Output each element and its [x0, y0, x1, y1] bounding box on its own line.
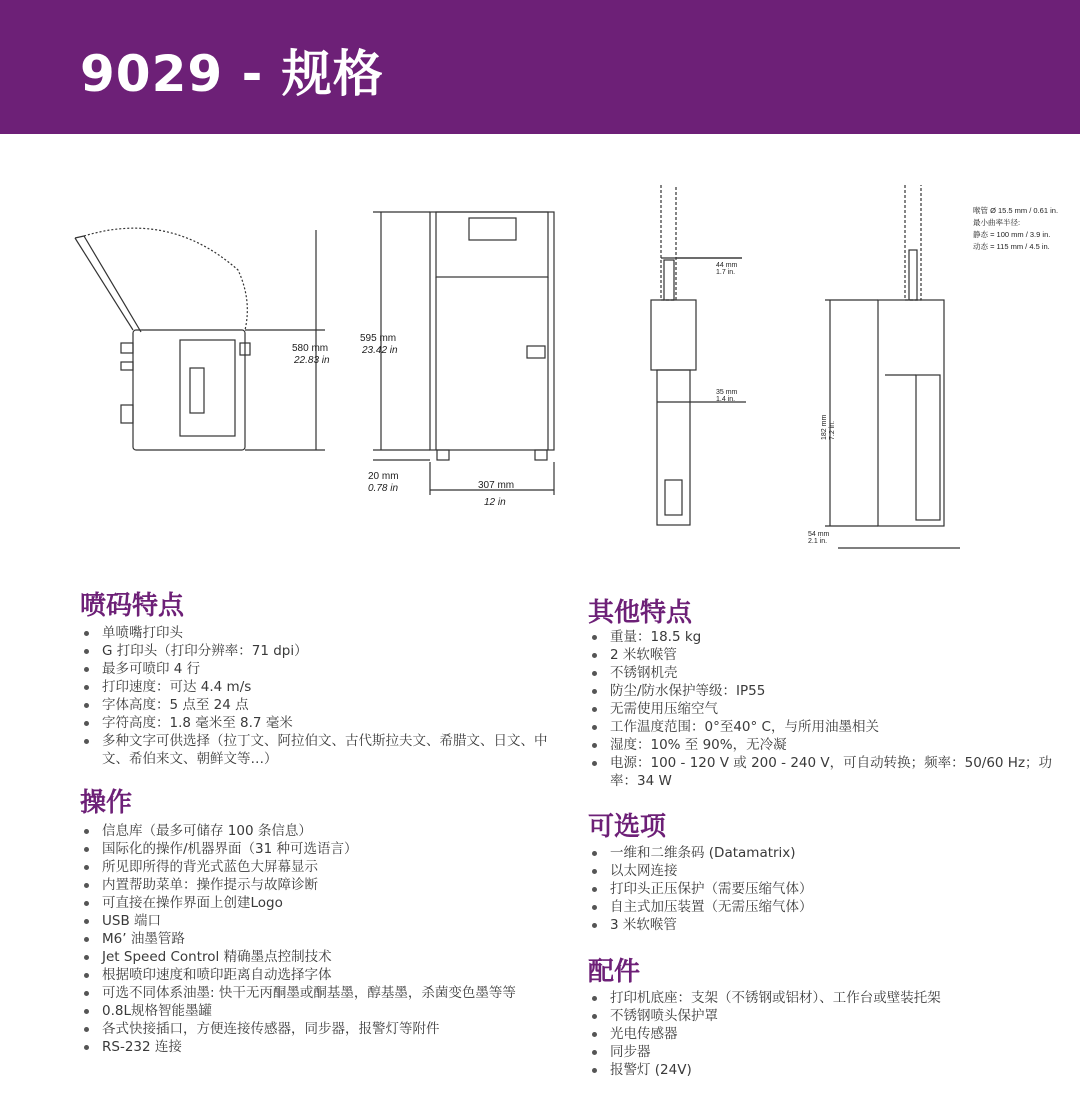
other-list-item: 不锈钢机壳: [588, 664, 1058, 682]
head-height-in: 7.2 in.: [829, 420, 836, 440]
accessories-list-item: 光电传感器: [588, 1025, 1058, 1043]
accessories-section-title: 配件: [588, 957, 641, 987]
dimension-labels: [292, 205, 1058, 545]
coding-list-item: 字体高度：5 点至 24 点: [80, 696, 560, 714]
coding-list-item: 字符高度：1.8 毫米至 8.7 毫米: [80, 714, 560, 732]
operation-list-item: 信息库（最多可储存 100 条信息）: [80, 822, 560, 840]
options-list: [588, 844, 1058, 934]
head-base-in: 2.1 in.: [808, 538, 828, 545]
operation-list-item: 各式快接插口，方便连接传感器，同步器，报警灯等附件: [80, 1020, 560, 1038]
head-width-mm: 44 mm: [716, 262, 738, 269]
head-width-in: 1.7 in.: [716, 269, 736, 276]
head-depth-in: 1.4 in.: [716, 396, 736, 403]
other-list-item: 2 米软喉管: [588, 646, 1058, 664]
umbilical-note-2: 最小曲率半径:: [973, 218, 1021, 227]
operation-list-item: RS-232 连接: [80, 1038, 560, 1056]
options-list-item: 打印头正压保护（需要压缩气体）: [588, 880, 1058, 898]
other-list: [588, 628, 1058, 790]
other-list-item: 工作温度范围：0°至40° C，与所用油墨相关: [588, 718, 1058, 736]
other-list-item: 重量：18.5 kg: [588, 628, 1058, 646]
options-list-item: 以太网连接: [588, 862, 1058, 880]
foot-height-in: 0.78 in: [368, 483, 399, 494]
operation-list-item: 可选不同体系油墨: 快干无丙酮墨或酮基墨，醇基墨，杀菌变色墨等等: [80, 984, 560, 1002]
head-base-mm: 54 mm: [808, 531, 830, 538]
front-width-mm: 307 mm: [478, 480, 515, 491]
options-list-item: 一维和二维条码 (Datamatrix): [588, 844, 1058, 862]
operation-list-item: Jet Speed Control 精确墨点控制技术: [80, 948, 560, 966]
technical-drawing: [0, 150, 1080, 570]
printhead-side-drawing: [825, 185, 960, 548]
front-height-in: 23.42 in: [362, 345, 398, 356]
accessories-list: [588, 989, 1058, 1078]
coding-list-item: 最多可喷印 4 行: [80, 660, 560, 678]
accessories-list-item: 报警灯 (24V): [588, 1061, 1058, 1079]
page-title: 9029 - 规格: [80, 45, 384, 103]
front-height-mm: 595 mm: [360, 333, 397, 344]
umbilical-note-4: 动态 = 115 mm / 4.5 in.: [973, 242, 1050, 251]
coding-list-item: 单喷嘴打印头: [80, 624, 560, 642]
coding-list: [80, 624, 560, 768]
operation-list-item: 所见即所得的背光式蓝色大屏幕显示: [80, 858, 560, 876]
other-list-item: 湿度：10% 至 90%，无冷凝: [588, 736, 1058, 754]
other-section-title: 其他特点: [588, 598, 693, 628]
coding-list-item: 多种文字可供选择（拉丁文、阿拉伯文、古代斯拉夫文、希腊文、日文、中文、希伯来文、朝鲜文等…）: [80, 732, 560, 768]
umbilical-note-1: 喉管 Ø 15.5 mm / 0.61 in.: [973, 206, 1059, 215]
operation-list: [80, 822, 560, 1069]
accessories-list-item: 打印机底座：支架（不锈钢或铝材）、工作台或壁装托架: [588, 989, 1058, 1007]
accessories-list-item: 同步器: [588, 1043, 1058, 1061]
other-list-item: 电源：100 - 120 V 或 200 - 240 V，可自动转换；频率：50/60 Hz；功率：34 W: [588, 754, 1058, 790]
dimension-drawings: [0, 150, 1080, 570]
coding-list-item: G 打印头（打印分辨率：71 dpi）: [80, 642, 560, 660]
front-width-in: 12 in: [484, 497, 506, 508]
printhead-front-drawing: [651, 185, 746, 525]
other-list-item: 无需使用压缩空气: [588, 700, 1058, 718]
operation-list-item: 国际化的操作/机器界面（31 种可选语言）: [80, 840, 560, 858]
accessories-list-item: 不锈钢喷头保护罩: [588, 1007, 1058, 1025]
side-height-in: 22.83 in: [294, 355, 330, 366]
operation-list-item: 可直接在操作界面上创建Logo: [80, 894, 560, 912]
operation-section-title: 操作: [80, 788, 133, 818]
foot-height-mm: 20 mm: [368, 471, 399, 482]
side-view-drawing: [75, 228, 325, 450]
front-view-drawing: [373, 212, 554, 495]
other-list-item: 防尘/防水保护等级：IP55: [588, 682, 1058, 700]
options-list-item: 3 米软喉管: [588, 916, 1058, 934]
head-depth-mm: 35 mm: [716, 389, 738, 396]
operation-list-item: 根据喷印速度和喷印距离自动选择字体: [80, 966, 560, 984]
options-list-item: 自主式加压装置（无需压缩气体）: [588, 898, 1058, 916]
operation-list-item: USB 端口: [80, 912, 560, 930]
header-banner: [0, 0, 1080, 134]
options-section-title: 可选项: [588, 812, 667, 842]
operation-list-item: M6’ 油墨管路: [80, 930, 560, 948]
coding-list-item: 打印速度：可达 4.4 m/s: [80, 678, 560, 696]
operation-list-item: 0.8L规格智能墨罐: [80, 1002, 560, 1020]
coding-section-title: 喷码特点: [80, 591, 185, 621]
side-height-mm: 580 mm: [292, 343, 329, 354]
umbilical-note-3: 静态 = 100 mm / 3.9 in.: [973, 230, 1051, 239]
operation-list-item: 内置帮助菜单：操作提示与故障诊断: [80, 876, 560, 894]
head-height-mm: 182 mm: [821, 414, 828, 440]
